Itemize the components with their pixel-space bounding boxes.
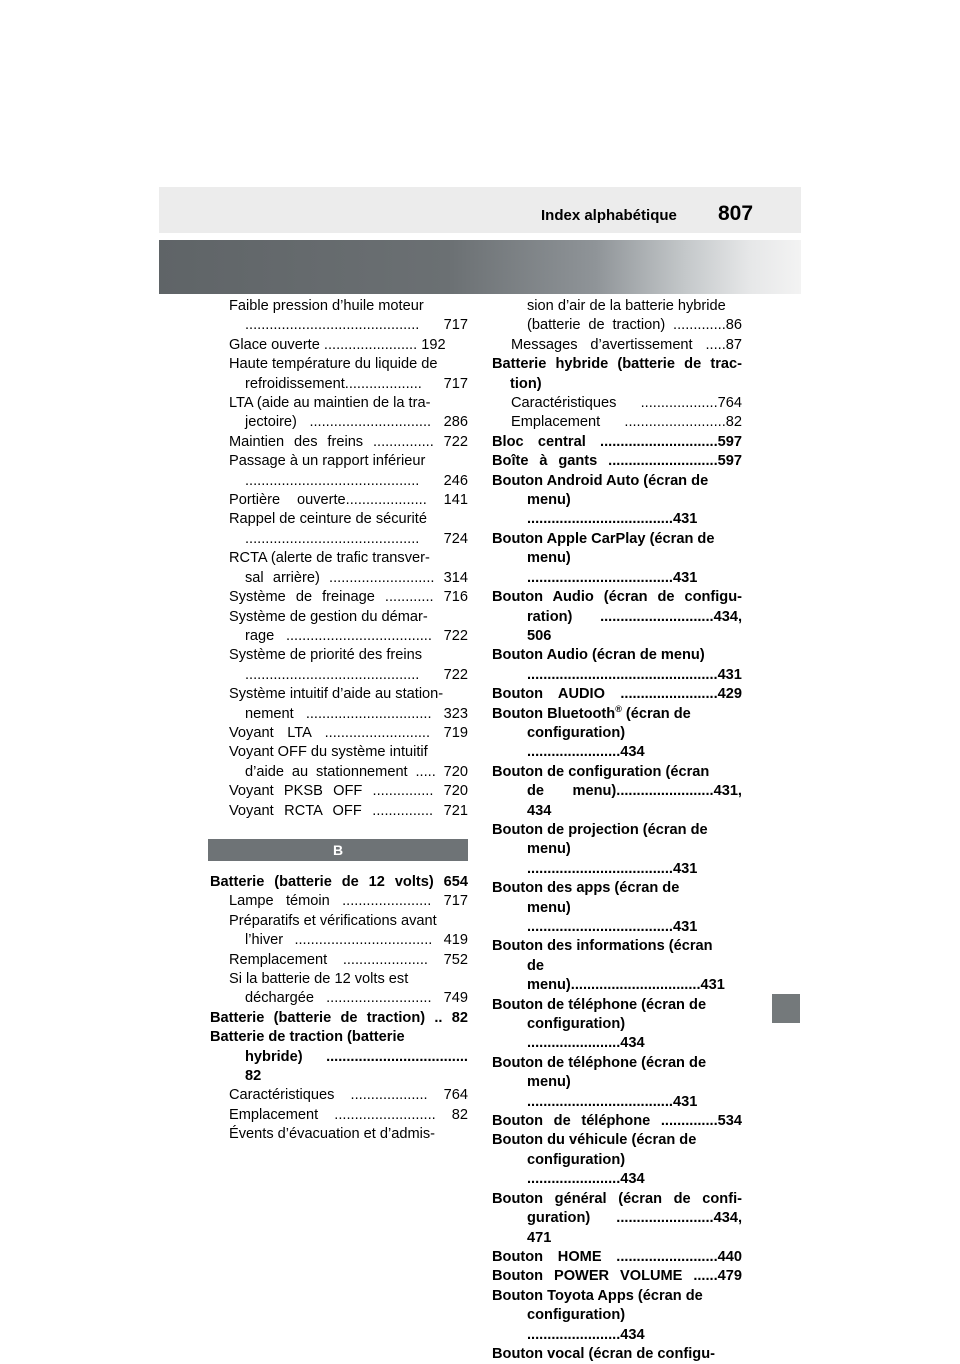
index-entry-text: menu) ....................................431: [527, 899, 698, 935]
index-entry-text: Messages d’avertissement .....87: [511, 336, 742, 353]
index-entry-text: Si la batterie de 12 volts est: [229, 971, 409, 987]
index-entry: [210, 588, 468, 607]
index-entry-text: Haute température du liquide de: [229, 356, 438, 373]
index-entry: [492, 549, 742, 588]
index-entry-text: Bouton des apps (écran de: [492, 880, 680, 897]
index-entry-text: Système de gestion du démar-: [229, 608, 428, 625]
index-entry-text: ........................................... 717: [245, 317, 468, 334]
index-entry-text: Bouton Toyota Apps (écran de: [492, 1287, 703, 1304]
index-entry-text: (écran de: [621, 705, 691, 722]
index-entry-text: Bouton Android Auto (écran de: [492, 472, 709, 489]
index-entry-text: Voyant LTA .......................... 719: [229, 724, 468, 741]
index-entry-text: Bouton de téléphone (écran de: [492, 996, 707, 1013]
index-entry: [210, 666, 468, 685]
index-entry-text: rage .................................... 722: [245, 627, 468, 644]
index-list-a: [210, 297, 468, 821]
index-entry: [210, 724, 468, 743]
index-entry: [492, 685, 742, 704]
index-entry: [210, 970, 468, 989]
index-entry-text: (batterie de traction) .............86: [527, 317, 742, 334]
index-entry: [210, 912, 468, 931]
index-entry: [492, 899, 742, 938]
index-entry: [492, 413, 742, 432]
index-entry: [210, 892, 468, 911]
index-entry-text: guration) ........................434, 471: [527, 1210, 742, 1246]
index-entry: [210, 1125, 468, 1144]
index-entry-text: configuration) .......................434: [527, 1307, 645, 1343]
section-heading-b: B: [208, 839, 468, 861]
index-entry: [210, 608, 468, 627]
index-entry: [492, 1073, 742, 1112]
index-entry: [492, 1248, 742, 1267]
index-entry-text: Bouton POWER VOLUME ......479: [492, 1268, 742, 1285]
index-entry-text: Bloc central .............................597: [492, 433, 742, 450]
index-entry-text: d’aide au stationnement ..... 720: [245, 763, 468, 780]
index-entry-text: de menu)........................431, 434: [527, 783, 742, 819]
index-entry-text: Batterie (batterie de 12 volts) 654: [210, 873, 468, 890]
index-entry: [210, 1009, 468, 1028]
index-entry-text: Système de freinage ............ 716: [229, 589, 468, 606]
page-title: Index alphabétique: [541, 207, 677, 224]
index-entry-text: Voyant PKSB OFF ............... 720: [229, 783, 468, 800]
index-entry-text: Portière ouverte.................... 141: [229, 492, 468, 509]
index-entry: [210, 355, 468, 374]
index-entry-text: ........................................... 246: [245, 472, 468, 489]
index-entry-text: Remplacement ..................... 752: [229, 951, 468, 968]
index-entry-text: menu) ....................................431: [527, 1074, 698, 1110]
index-entry: [210, 1106, 468, 1125]
index-entry-text: Batterie de traction (batterie: [210, 1029, 405, 1046]
index-entry-text: Préparatifs et vérifications avant: [229, 912, 437, 929]
index-entry-text: Bouton de téléphone ..............534: [492, 1113, 742, 1130]
index-entry-text: configuration) .......................434: [527, 1016, 645, 1052]
index-entry-text: tion): [510, 375, 542, 392]
index-entry-text: Lampe témoin ...................... 717: [229, 893, 468, 910]
index-entry-text: menu) ....................................431: [527, 492, 698, 528]
index-entry: [210, 375, 468, 394]
index-entry: [492, 1054, 742, 1073]
index-entry: [492, 375, 742, 394]
index-entry-text: configuration) .......................434: [527, 1151, 645, 1188]
index-entry: [492, 782, 742, 821]
registered-mark: ®: [615, 703, 622, 714]
index-entry: [492, 588, 742, 607]
index-entry-text: Bouton AUDIO ........................429: [492, 686, 742, 703]
index-entry: [210, 549, 468, 568]
index-entry: [492, 646, 742, 665]
index-entry: [210, 394, 468, 413]
index-entry: [492, 1112, 742, 1131]
index-entry-text: Caractéristiques ................... 764: [229, 1087, 468, 1104]
index-list-b-continued: [492, 297, 742, 1364]
index-entry-text: Bouton Apple CarPlay (écran de: [492, 530, 715, 547]
index-entry: [210, 491, 468, 510]
index-entry-text: menu) ....................................431: [527, 841, 698, 877]
index-entry: [210, 989, 468, 1008]
index-list-b: [210, 873, 468, 1145]
index-entry: [210, 472, 468, 491]
right-column: [492, 297, 742, 1364]
index-entry-text: Passage à un rapport inférieur: [229, 453, 426, 470]
index-entry: [210, 1028, 468, 1047]
index-entry: [492, 394, 742, 413]
index-entry-text: Bouton de projection (écran de: [492, 821, 708, 838]
index-entry: [492, 879, 742, 898]
index-entry: [210, 336, 468, 355]
left-column: [210, 297, 468, 1145]
index-entry: [210, 627, 468, 646]
index-entry: [210, 782, 468, 801]
index-entry-text: nement ............................... 323: [245, 705, 468, 722]
index-entry: [210, 763, 468, 782]
index-entry-text: Bouton de configuration (écran: [492, 763, 710, 780]
index-entry: [210, 802, 468, 821]
index-entry-text: Évents d’évacuation et d’admis-: [229, 1126, 436, 1143]
index-entry-text: Voyant RCTA OFF ............... 721: [229, 802, 468, 819]
index-entry: [492, 1190, 742, 1209]
index-entry-text: Glace ouverte ....................... 192: [229, 336, 446, 353]
index-entry: [210, 316, 468, 335]
index-entry: [492, 763, 742, 782]
index-entry: [492, 821, 742, 840]
index-entry-text: sal arrière) .......................... 314: [245, 569, 468, 586]
index-entry: [492, 530, 742, 549]
index-entry: [210, 1048, 468, 1087]
index-entry-text: LTA (aide au maintien de la tra-: [229, 395, 431, 412]
index-entry: [210, 1086, 468, 1105]
index-entry-text: menu) ....................................431: [527, 550, 698, 586]
thumb-index-tab: [772, 994, 800, 1023]
index-entry: [492, 452, 742, 471]
index-entry: [492, 491, 742, 530]
index-entry: [492, 1345, 742, 1364]
index-entry-text: Batterie hybride (batterie de trac-: [492, 356, 742, 373]
index-entry: [210, 873, 468, 892]
index-entry-text: Boîte à gants ...........................597: [492, 453, 742, 470]
index-entry-text: hybride) ................................... 82: [245, 1048, 468, 1085]
page-number: 807: [718, 202, 754, 225]
index-entry: [210, 569, 468, 588]
index-entry: [492, 957, 742, 996]
index-entry: [492, 666, 742, 685]
index-entry-text: RCTA (alerte de trafic transver-: [229, 550, 430, 567]
index-entry: [210, 510, 468, 529]
index-entry: [492, 297, 742, 316]
index-entry-text: Bouton HOME .........................440: [492, 1248, 742, 1265]
index-entry: [210, 452, 468, 471]
index-entry-text: ........................................... 724: [245, 530, 468, 547]
index-entry-text: Faible pression d’huile moteur: [229, 298, 424, 314]
index-entry-text: ...............................................431: [527, 666, 742, 683]
index-entry: [492, 996, 742, 1015]
index-entry-text: Bouton Audio (écran de configu-: [492, 589, 742, 606]
index-entry-text: Rappel de ceinture de sécurité: [229, 511, 427, 528]
header-bar: [159, 187, 801, 233]
index-entry-text: Bouton vocal (écran de configu-: [492, 1345, 715, 1362]
index-entry: [210, 951, 468, 970]
index-entry-text: Bouton Audio (écran de menu): [492, 647, 705, 664]
index-entry: [492, 472, 742, 491]
index-entry: [210, 743, 468, 762]
index-entry: [492, 355, 742, 374]
index-entry: [492, 1267, 742, 1286]
index-entry: [492, 1287, 742, 1306]
index-entry-text: sion d’air de la batterie hybride: [527, 298, 726, 314]
index-entry-text: Système de priorité des freins: [229, 647, 423, 664]
index-entry: [492, 1131, 742, 1150]
index-entry: [210, 297, 468, 316]
index-entry-text: l’hiver .................................. 419: [245, 932, 468, 949]
index-entry-text: Système intuitif d’aide au station-: [229, 686, 444, 703]
index-entry-text: ration) ............................434, 506: [527, 608, 742, 644]
index-entry: [492, 1306, 742, 1345]
index-entry: [492, 336, 742, 355]
index-entry: [492, 705, 742, 724]
index-entry-text: refroidissement................... 717: [245, 375, 468, 392]
index-entry-text: Batterie (batterie de traction) .. 82: [210, 1009, 468, 1026]
index-entry-text: jectoire) .............................. 286: [245, 414, 468, 431]
index-entry-text: Bouton du véhicule (écran de: [492, 1132, 697, 1149]
index-entry-text: Bouton général (écran de confi-: [492, 1190, 742, 1207]
index-entry-text: Bouton de téléphone (écran de: [492, 1054, 707, 1071]
index-entry: [492, 433, 742, 452]
index-entry-text: Emplacement ......................... 82: [229, 1106, 468, 1123]
index-entry: [492, 1151, 742, 1190]
index-entry-text: Maintien des freins ............... 722: [229, 433, 468, 450]
index-entry: [210, 413, 468, 432]
index-entry-text: Bouton Bluetooth: [492, 705, 616, 722]
index-entry-text: configuration) .......................434: [527, 724, 645, 761]
index-entry: [210, 646, 468, 665]
index-entry-text: Bouton des informations (écran: [492, 938, 713, 955]
index-entry: [210, 705, 468, 724]
index-entry: [492, 1209, 742, 1248]
index-entry-text: Voyant OFF du système intuitif: [229, 744, 428, 761]
index-entry-text: déchargée .......................... 749: [245, 990, 468, 1007]
index-entry-text: Emplacement .........................82: [511, 414, 742, 431]
index-entry: [210, 685, 468, 704]
header-gradient-band: [159, 240, 801, 294]
index-entry-text: ........................................... 722: [245, 666, 468, 683]
index-entry: [492, 840, 742, 879]
index-entry: [492, 937, 742, 956]
index-entry: [492, 724, 742, 763]
index-entry: [210, 530, 468, 549]
index-entry: [492, 316, 742, 335]
index-entry-text: de menu)................................431: [527, 957, 725, 994]
index-entry: [210, 931, 468, 950]
index-entry-text: Caractéristiques ...................764: [511, 395, 742, 412]
index-entry: [492, 608, 742, 647]
index-entry: [492, 1015, 742, 1054]
index-entry: [210, 433, 468, 452]
